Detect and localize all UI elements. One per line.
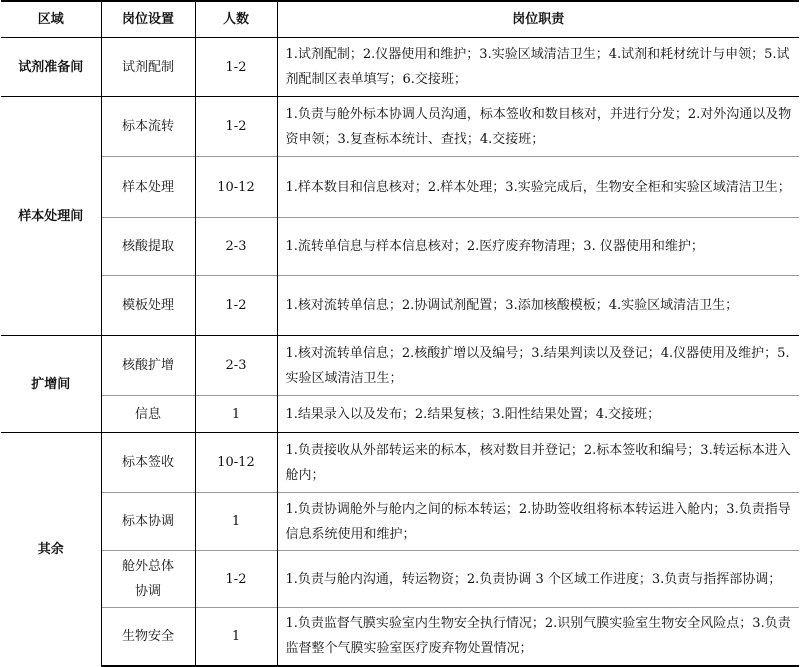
duty-cell: 1.负责与舱内沟通，转运物资；2.负责协调 3 个区域工作进度；3.负责与指挥部协调； — [277, 551, 799, 608]
post-duty-table — [1, 0, 799, 667]
table-row — [1, 551, 799, 608]
table-row — [1, 608, 799, 666]
duty-cell: 1.核对流转单信息；2.核酸扩增以及编号；3.结果判读以及登记；4.仪器使用及维护；5. 实验区域清洁卫生； — [277, 336, 799, 396]
header-duty: 岗位职责 — [277, 1, 799, 38]
count-cell: 1-2 — [195, 276, 277, 336]
table-row — [1, 218, 799, 276]
count-cell: 2-3 — [195, 218, 277, 276]
duty-cell: 1.结果录入以及发布；2.结果复核；3.阳性结果处置；4.交接班； — [277, 396, 799, 433]
table-row — [1, 97, 799, 157]
area-cell: 试剂准备间 — [1, 38, 101, 97]
area-cell: 扩增间 — [1, 336, 101, 433]
area-cell: 其余 — [1, 433, 101, 666]
table-row — [1, 396, 799, 433]
table-row — [1, 38, 799, 97]
header-count: 人数 — [195, 1, 277, 38]
count-cell: 10-12 — [195, 433, 277, 493]
count-cell: 2-3 — [195, 336, 277, 396]
post-cell: 样本处理 — [101, 157, 195, 218]
count-cell: 1-2 — [195, 38, 277, 97]
table-header-row — [1, 1, 799, 38]
count-cell: 1-2 — [195, 97, 277, 157]
post-cell: 标本签收 — [101, 433, 195, 493]
duty-cell: 1.样本数目和信息核对；2.样本处理；3.实验完成后，生物安全柜和实验区域清洁卫生； — [277, 157, 799, 218]
duty-cell: 1.试剂配制；2.仪器使用和维护；3.实验区域清洁卫生；4.试剂和耗材统计与申领；5.试剂配制区表单填写；6.交接班； — [277, 38, 799, 97]
area-cell: 样本处理间 — [1, 97, 101, 336]
post-cell: 核酸扩增 — [101, 336, 195, 396]
post-cell: 核酸提取 — [101, 218, 195, 276]
post-cell: 信息 — [101, 396, 195, 433]
table-row — [1, 493, 799, 551]
post-cell: 标本流转 — [101, 97, 195, 157]
table-row — [1, 433, 799, 493]
post-cell: 舱外总体协调 — [101, 551, 195, 608]
table-row — [1, 336, 799, 396]
table-row — [1, 157, 799, 218]
post-cell: 标本协调 — [101, 493, 195, 551]
duty-cell: 1.核对流转单信息；2.协调试剂配置；3.添加核酸模板；4.实验区域清洁卫生； — [277, 276, 799, 336]
header-area: 区域 — [1, 1, 101, 38]
post-cell: 试剂配制 — [101, 38, 195, 97]
duty-cell: 1.负责监督气膜实验室内生物安全执行情况；2.识别气膜实验室生物安全风险点；3.负责监督整个气膜实验室医疗废弃物处置情况； — [277, 608, 799, 666]
duty-cell: 1.流转单信息与样本信息核对；2.医疗废弃物清理；3. 仪器使用和维护； — [277, 218, 799, 276]
header-post: 岗位设置 — [101, 1, 195, 38]
duty-cell: 1.负责与舱外标本协调人员沟通，标本签收和数目核对，并进行分发；2.对外沟通以及物资申领；3.复查标本统计、查找；4.交接班； — [277, 97, 799, 157]
duty-cell: 1.负责协调舱外与舱内之间的标本转运；2.协助签收组将标本转运进入舱内；3.负责指导信息系统使用和维护； — [277, 493, 799, 551]
post-cell: 生物安全 — [101, 608, 195, 666]
post-cell: 模板处理 — [101, 276, 195, 336]
count-cell: 10-12 — [195, 157, 277, 218]
count-cell: 1 — [195, 493, 277, 551]
count-cell: 1 — [195, 396, 277, 433]
table-row — [1, 276, 799, 336]
duty-cell: 1.负责接收从外部转运来的标本，核对数目并登记；2.标本签收和编号；3.转运标本进入舱内； — [277, 433, 799, 493]
count-cell: 1-2 — [195, 551, 277, 608]
count-cell: 1 — [195, 608, 277, 666]
